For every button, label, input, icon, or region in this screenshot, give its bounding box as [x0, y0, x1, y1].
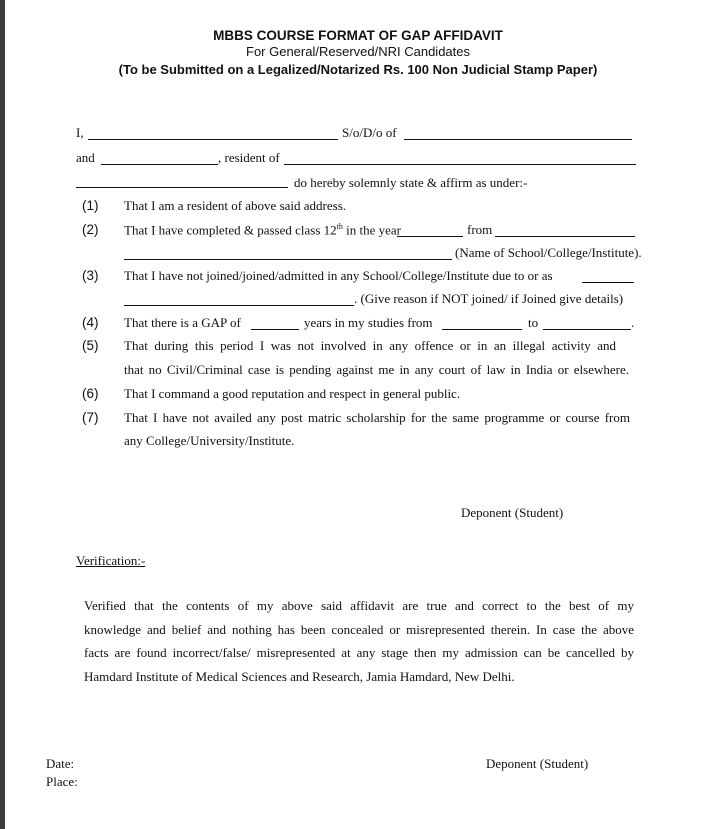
- reason-blank-2: [124, 305, 354, 306]
- to-label: to: [528, 315, 539, 330]
- item-number: (4): [82, 315, 99, 330]
- reason-blank: [582, 282, 634, 283]
- item-7-line-2: any College/University/Institute.: [124, 433, 295, 448]
- verification-heading: Verification:-: [76, 553, 146, 568]
- address-blank: [284, 164, 636, 165]
- gap-to-blank: [543, 329, 631, 330]
- date-label: Date:: [46, 756, 75, 771]
- resident-of-label: , resident of: [218, 150, 280, 165]
- school-from-blank: [495, 236, 635, 237]
- verification-line-3: facts are found incorrect/false/ misrepresented at any stage then my admission can be cancelled by: [84, 645, 634, 660]
- item-7-line-1: That I have not availed any post matric scholarship for the same programme or course from: [124, 410, 630, 425]
- item-1-text: That I am a resident of above said address.: [124, 198, 347, 213]
- reason-caption: . (Give reason if NOT joined/ if Joined give details): [354, 291, 624, 306]
- deponent-signature-label-2: Deponent (Student): [486, 756, 589, 771]
- document-title: MBBS COURSE FORMAT OF GAP AFFIDAVIT: [213, 28, 503, 43]
- item-5-line-1: That during this period I was not involved in any offence or in an illegal activity and: [124, 338, 616, 353]
- item-number: (1): [82, 198, 99, 213]
- school-name-blank: [124, 259, 452, 260]
- verification-line-4: Hamdard Institute of Medical Sciences and Research, Jamia Hamdard, New Delhi.: [84, 669, 515, 684]
- parent-name-blank: [404, 139, 632, 140]
- year-blank: [397, 236, 463, 237]
- item-number: (3): [82, 268, 99, 283]
- place-label: Place:: [46, 774, 78, 789]
- solemnly-affirm-text: do hereby solemnly state & affirm as under:-: [294, 175, 528, 190]
- item-number: (2): [82, 222, 99, 237]
- page-left-edge: [0, 0, 5, 829]
- and-label: and: [76, 150, 95, 165]
- item-number: (6): [82, 386, 99, 401]
- address-blank-2: [76, 187, 288, 188]
- item-number: (7): [82, 410, 99, 425]
- stamp-paper-instruction: (To be Submitted on a Legalized/Notarized Rs. 100 Non Judicial Stamp Paper): [118, 62, 598, 77]
- gap-years-blank: [251, 329, 299, 330]
- item-4-period: .: [631, 315, 635, 330]
- verification-line-1: Verified that the contents of my above said affidavit are true and correct to the best of my: [84, 598, 634, 613]
- school-name-caption: (Name of School/College/Institute).: [455, 245, 642, 260]
- item-4-text: That there is a GAP of: [124, 315, 241, 330]
- item-3-text: That I have not joined/joined/admitted in any School/College/Institute due to or as: [124, 268, 553, 283]
- item-5-line-2: that no Civil/Criminal case is pending against me in any court of law in India or elsewhere.: [124, 362, 629, 377]
- name-blank: [88, 139, 338, 140]
- and-blank: [101, 164, 218, 165]
- item-number: (5): [82, 338, 99, 353]
- item-2-text: That I have completed & passed class 12th in the year: [124, 222, 401, 238]
- from-label: from: [467, 222, 493, 237]
- gap-from-blank: [442, 329, 522, 330]
- intro-i-label: I,: [76, 125, 84, 140]
- so-do-label: S/o/D/o of: [342, 125, 397, 140]
- years-label: years in my studies from: [304, 315, 433, 330]
- deponent-signature-label: Deponent (Student): [461, 505, 564, 520]
- item-6-text: That I command a good reputation and respect in general public.: [124, 386, 461, 401]
- verification-line-2: knowledge and belief and nothing has been concealed or misrepresented therein. In case the above: [84, 622, 634, 637]
- document-subtitle: For General/Reserved/NRI Candidates: [246, 44, 470, 59]
